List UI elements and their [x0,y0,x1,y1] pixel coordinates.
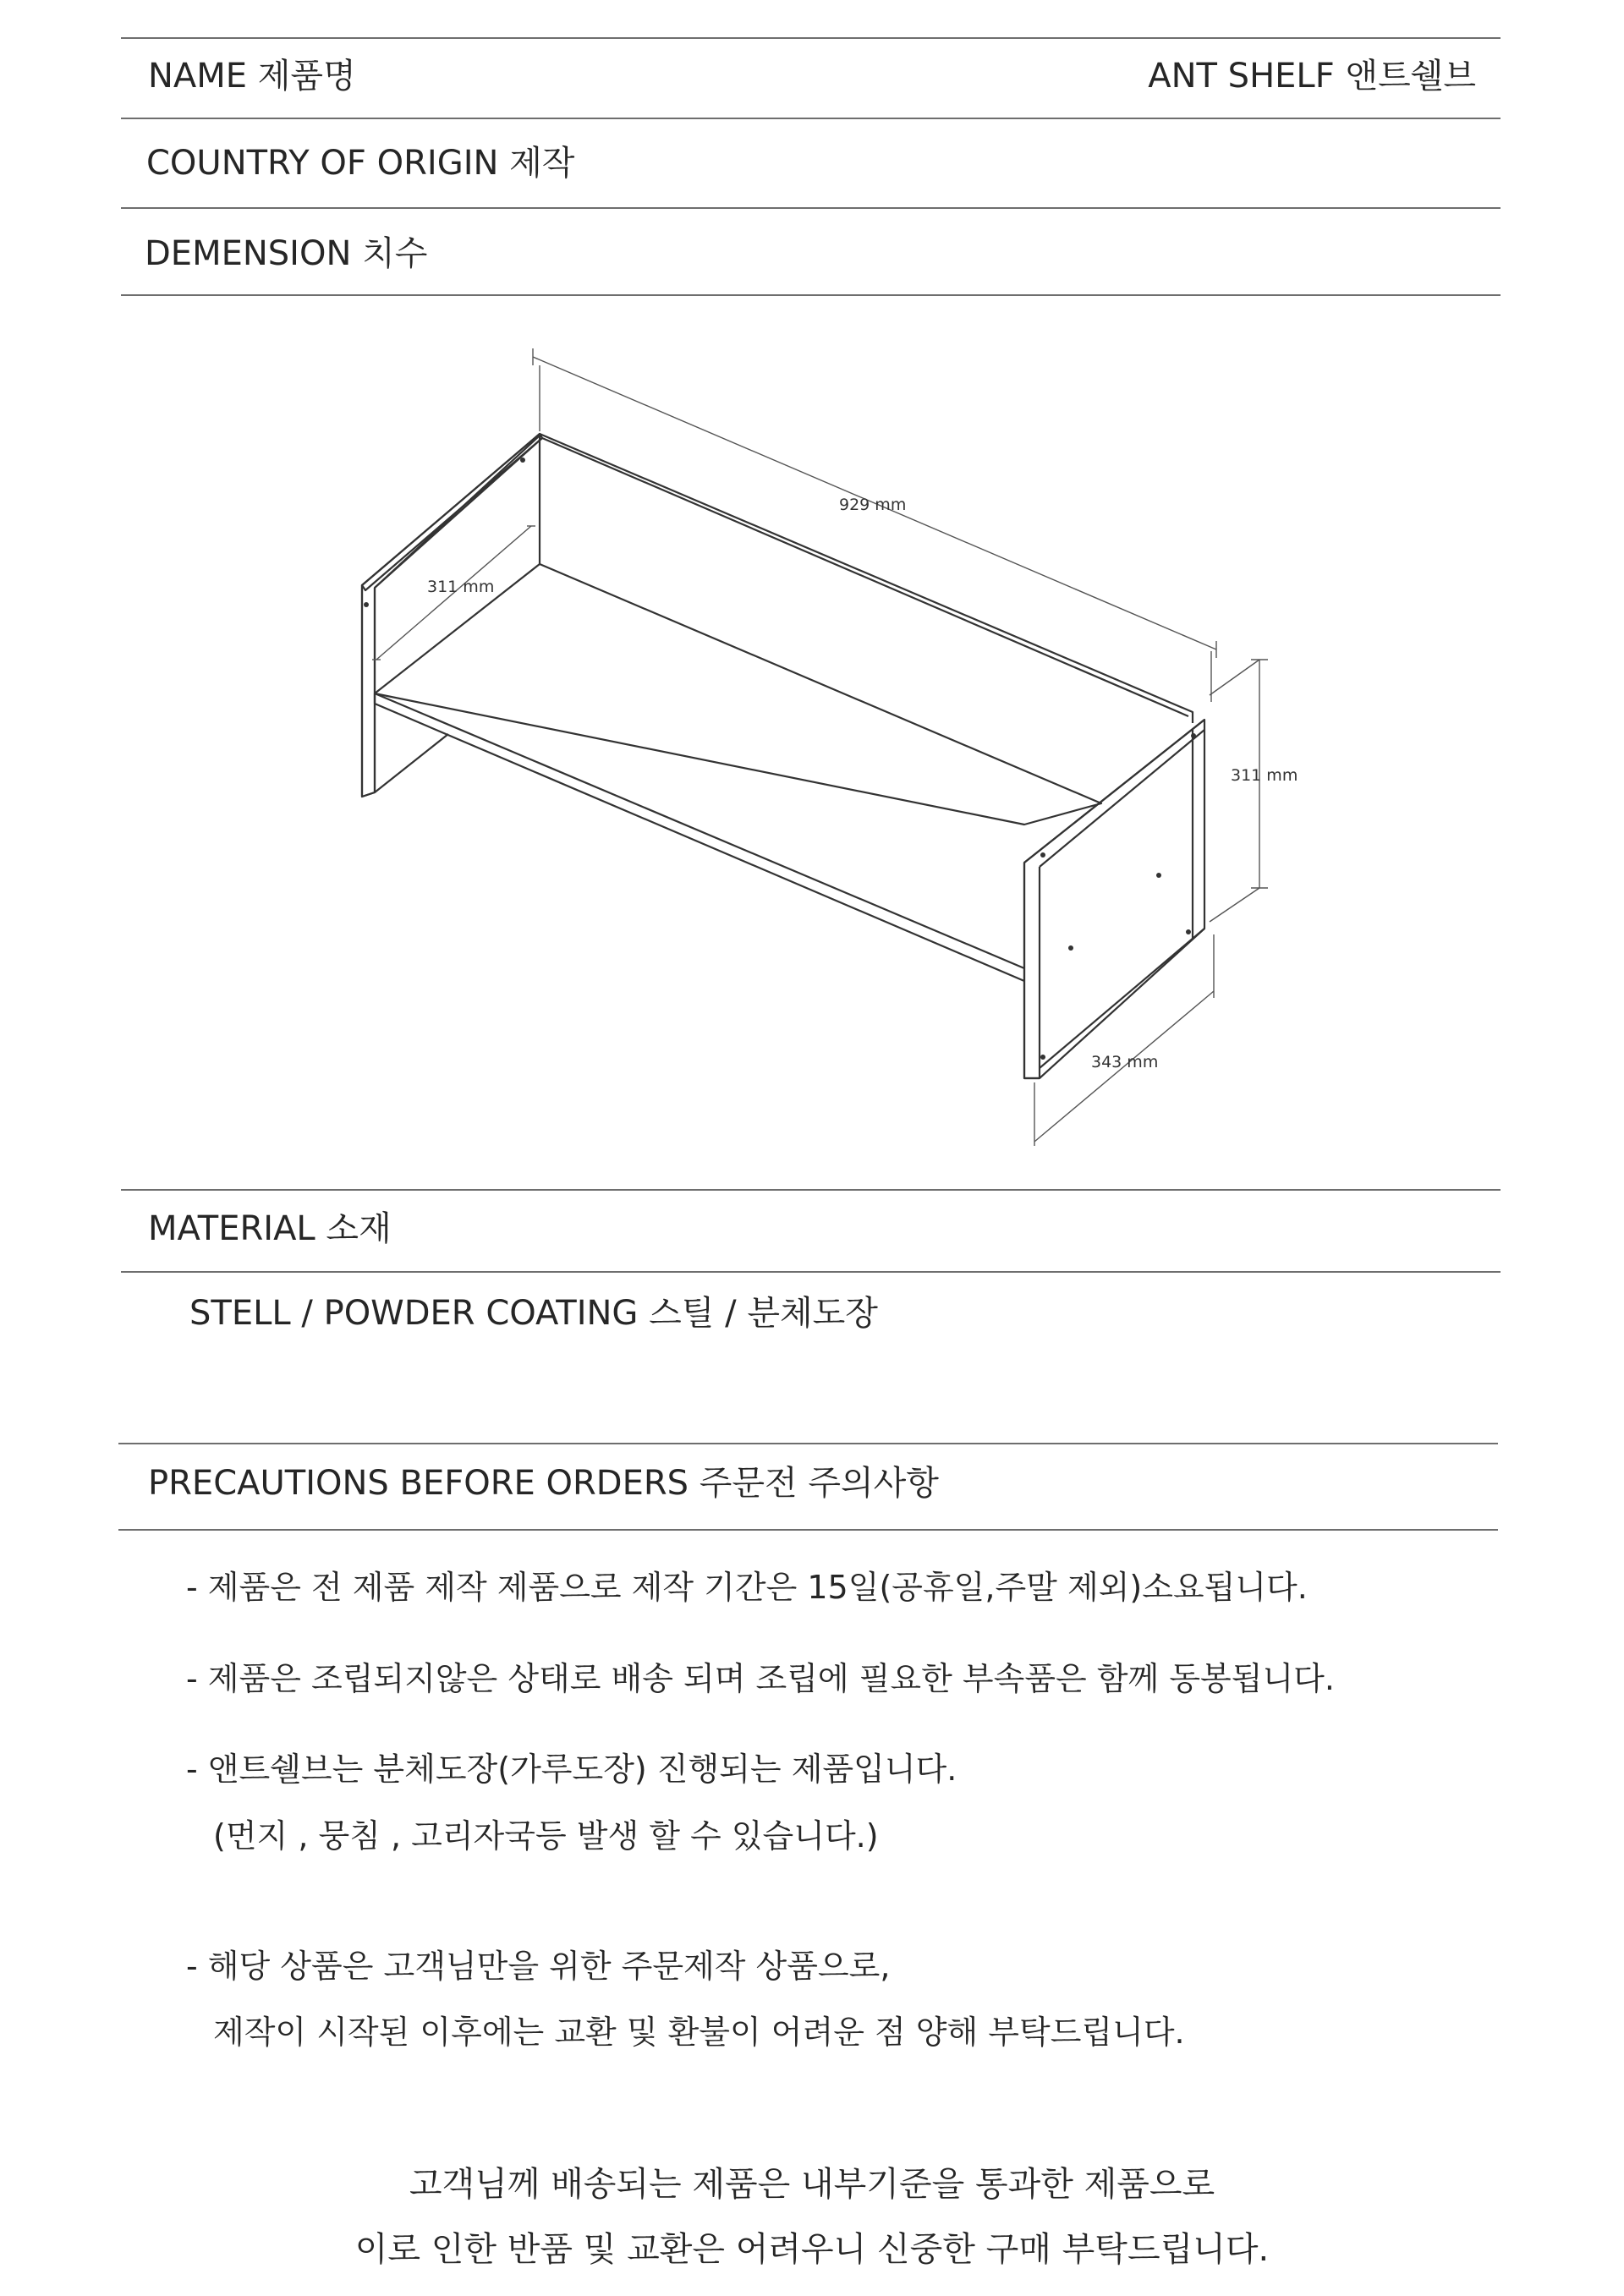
left-panel-inner [375,438,542,588]
name-value: ANT SHELF 앤트쉘브 [1148,57,1476,96]
width-dimension-label: 343 mm [1091,1053,1159,1071]
right-panel-face [1024,720,1204,1078]
length-dimension-label: 929 mm [839,496,907,514]
depth-dimension-label: 311 mm [427,578,495,596]
screw-dot [1040,1055,1045,1060]
precaution-item-continued: (먼지 , 뭉침 , 고리자국등 발생 할 수 있습니다.) [213,1817,879,1855]
origin-label: COUNTRY OF ORIGIN 제작 [146,144,575,183]
shelf-board-top [375,564,1101,825]
right-panel-top [1024,720,1204,863]
shelf-under-left [375,734,448,792]
notice-line: 이로 인한 반품 및 교환은 어려우니 신중한 구매 부탁드립니다. [354,2230,1270,2269]
rule-after-precautions [118,1529,1498,1531]
precautions-label: PRECAUTIONS BEFORE ORDERS 주문전 주의사항 [148,1464,939,1503]
name-label: NAME 제품명 [148,57,356,96]
precaution-item: - 제품은 전 제품 제작 제품으로 제작 기간은 15일(공휴일,주말 제외)소요됩니다. [186,1569,1308,1606]
right-panel-bottom-inner [1040,929,1204,1068]
shelf-board-front-top [375,693,1024,968]
rule-after-origin [121,207,1501,209]
rule-top [121,37,1501,39]
notice-line: 고객님께 배송되는 제품은 내부기준을 통과한 제품으로 [409,2165,1215,2204]
screw-dot [1186,929,1191,934]
rule-after-name [121,118,1501,119]
back-rail-inner [542,438,1188,716]
left-panel-outer [362,585,375,797]
height-dimension-label: 311 mm [1231,766,1298,785]
rule-before-precautions [118,1443,1498,1444]
material-value: STELL / POWDER COATING 스틸 / 분체도장 [189,1294,878,1333]
screw-dot [1156,873,1161,878]
material-label: MATERIAL 소재 [148,1209,392,1248]
rule-after-material [121,1271,1501,1273]
shelf-dimension-drawing [0,304,1624,1175]
screw-dot [1040,852,1045,858]
precaution-item: - 해당 상품은 고객님만을 위한 주문제작 상품으로, [186,1948,891,1985]
right-panel-top-inner [1040,730,1204,867]
precaution-item: - 앤트쉘브는 분체도장(가루도장) 진행되는 제품입니다. [186,1751,957,1788]
screw-dot [1191,733,1196,738]
dimension-label: DEMENSION 치수 [145,234,428,273]
precaution-item: - 제품은 조립되지않은 상태로 배송 되며 조립에 필요한 부속품은 함께 동봉됩니다. [186,1660,1335,1697]
screw-dot [1068,945,1073,951]
right-panel-outer [1024,863,1040,1078]
rule-before-material [121,1189,1501,1191]
rule-after-dimension [121,294,1501,296]
screw-dot [364,602,369,607]
precaution-item-continued: 제작이 시작된 이후에는 교환 및 환불이 어려운 점 양해 부탁드립니다. [213,2014,1185,2051]
shelf-board-front-bottom [375,704,1024,981]
left-panel-face [362,434,540,797]
screw-dot [520,458,525,463]
